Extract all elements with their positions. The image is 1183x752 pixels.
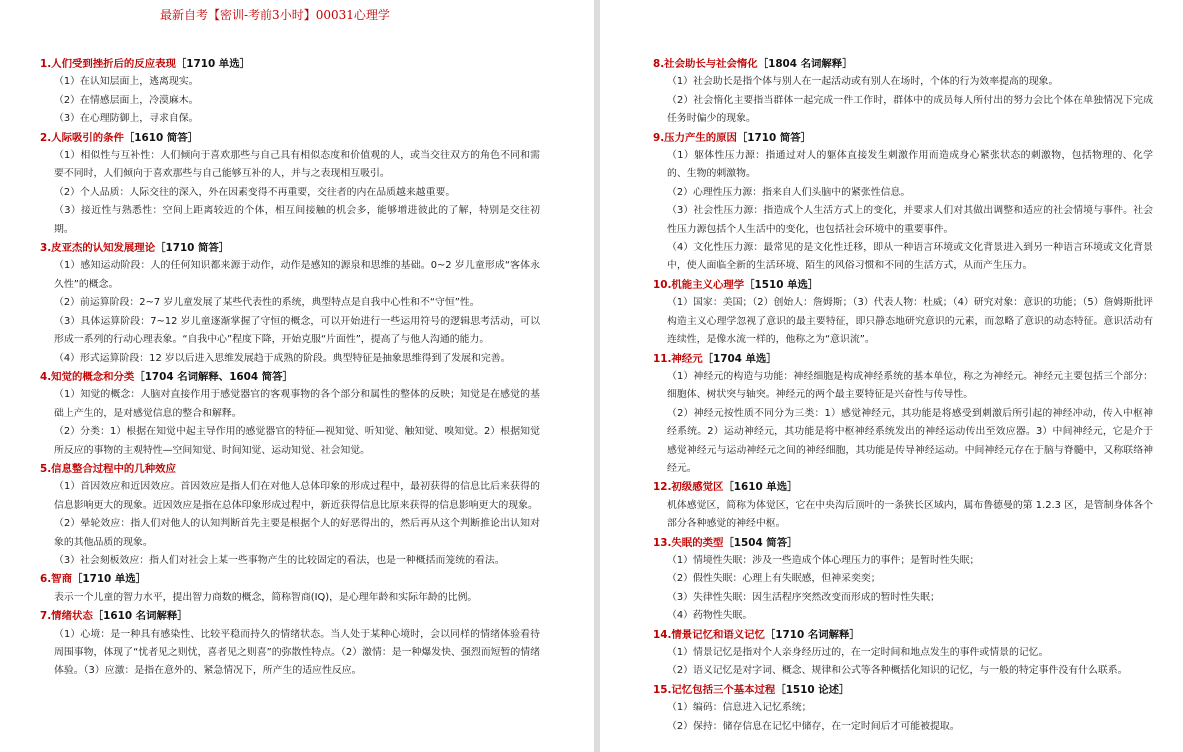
section-heading bbox=[40, 55, 540, 73]
exam-tag: ［1710 单选］ bbox=[175, 58, 250, 70]
paragraph: （1）心境：是一种具有感染性、比较平稳而持久的情绪状态。当人处于某种心境时，会以同样的情绪体验看待周围事物，体现了“忧者见之则忧，喜者见之则喜”的弥散性特点。（2）激情：是一种爆发快、强烈而短暂的情绪体验。（3）应激：是指在意外的、紧急情况下，所产生的适应性反应。 bbox=[54, 628, 540, 677]
paragraph: （1）社会助长是指个体与别人在一起活动或有别人在场时，个体的行为效率提高的现象。 bbox=[667, 76, 1059, 88]
exam-tag: ［1504 简答］ bbox=[723, 536, 798, 549]
paragraph: （3）接近性与熟悉性：空间上距离较近的个体，相互间接触的机会多，能够增进彼此的了解，特别是交往初期。 bbox=[54, 205, 540, 235]
exam-tag: ［1710 简答］ bbox=[736, 131, 812, 144]
section-heading-title: 14.情景记忆和语义记忆 bbox=[653, 628, 765, 641]
left-column bbox=[40, 55, 540, 681]
exam-tag: ［1510 论述］ bbox=[775, 683, 850, 696]
paragraph: （1）感知运动阶段：人的任何知识都来源于动作，动作是感知的源泉和思维的基础。0~2 岁儿童形成“客体永久性”的概念。 bbox=[54, 260, 540, 290]
exam-tag: ［1610 名词解释］ bbox=[92, 610, 188, 623]
section-heading bbox=[40, 239, 540, 257]
paragraph: （3）失律性失眠：因生活程序突然改变而形成的暂时性失眠； bbox=[667, 591, 940, 603]
exam-tag: ［1704 名词解释、1604 简答］ bbox=[134, 370, 293, 383]
paragraph: （4）形式运算阶段：12 岁以后进入思维发展趋于成熟的阶段。典型特征是抽象思维得到了发展和完善。 bbox=[54, 352, 511, 364]
section-heading bbox=[40, 129, 540, 147]
paragraph: （2）神经元按性质不同分为三类：1）感觉神经元，其功能是将感受到刺激后所引起的神经冲动，传入中枢神经系统。2）运动神经元，其功能是将中枢神经系统发出的神经运动传出至效应器。3）中间神经元，它是介于感觉神经元与运动神经元之间的神经细胞，其功能是传导神经运动。中间神经元存在于脑与脊髓中，又称联络神经元。 bbox=[667, 407, 1153, 474]
paragraph: （3）社会刻板效应：指人们对社会上某一些事物产生的比较固定的看法，也是一种概括而笼统的看法。 bbox=[54, 554, 505, 566]
section-heading bbox=[653, 534, 1153, 552]
paragraph: （1）情景记忆是指对个人亲身经历过的，在一定时间和地点发生的事件或情景的记忆。 bbox=[667, 647, 1049, 658]
paragraph: （1）相似性与互补性：人们倾向于喜欢那些与自己具有相似态度和价值观的人，或当交往双方的角色不同和需要不同时，人们倾向于喜欢那些与自己能够互补的人，并与之表现相互吸引。 bbox=[54, 150, 540, 180]
paragraph: （1）编码：信息进入记忆系统； bbox=[667, 702, 812, 714]
section-heading bbox=[40, 570, 540, 588]
paragraph: 表示一个儿童的智力水平，提出智力商数的概念，简称智商(IQ)，是心理年龄和实际年龄的比例。 bbox=[54, 591, 478, 603]
section-heading bbox=[653, 129, 1153, 147]
section-heading bbox=[653, 681, 1153, 699]
section-heading-title: 12.初级感觉区 bbox=[653, 481, 724, 494]
section-heading-title: 5.信息整合过程中的几种效应 bbox=[40, 462, 176, 475]
section-heading bbox=[653, 55, 1153, 73]
right-page bbox=[600, 0, 1183, 752]
paragraph: （1）知觉的概念：人脑对直接作用于感觉器官的客观事物的各个部分和属性的整体的反映；知觉是在感觉的基础上产生的，是对感觉信息的整合和解释。 bbox=[54, 389, 540, 419]
exam-tag: ［1710 单选］ bbox=[71, 573, 147, 586]
paragraph: （2）保持：储存信息在记忆中储存，在一定时间后才可能被提取。 bbox=[667, 720, 960, 732]
exam-tag: ［1710 名词解释］ bbox=[764, 628, 860, 641]
section-heading bbox=[653, 626, 1153, 644]
paragraph: （3）具体运算阶段：7~12 岁儿童逐渐掌握了守恒的概念，可以开始进行一些运用符号的逻辑思考活动，可以形成一系列的行动心理表象。“自我中心”程度下降，开始克服“片面性”，提高了与他人沟通的能力。 bbox=[54, 315, 540, 346]
exam-tag: ［1710 简答］ bbox=[155, 242, 230, 255]
paragraph: （3）在心理防御上，寻求自保。 bbox=[54, 113, 199, 125]
paragraph: （1）国家：美国；（2）创始人：詹姆斯；（3）代表人物：杜威；（4）研究对象：意识的功能；（5）詹姆斯批评构造主义心理学忽视了意识的最主要特征，即只静态地研究意识的元素，而忽略了意识的动态特征。意识活动有连续性，是像水流一样的，他称之为“意识流”。 bbox=[667, 297, 1153, 346]
paragraph: （1）神经元的构造与功能：神经细胞是构成神经系统的基本单位，称之为神经元。神经元主要包括三个部分：细胞体、树状突与轴突。神经元的两个最主要特征是兴奋性与传导性。 bbox=[667, 370, 1153, 401]
paragraph: （3）社会性压力源：指造成个人生活方式上的变化，并要求人们对其做出调整和适应的社会情境与事件。社会性压力源包括个人生活中的变化，也包括社会环境中的重要事件。 bbox=[667, 205, 1153, 235]
section-heading-title: 6.智商 bbox=[40, 573, 72, 586]
section-heading bbox=[653, 276, 1153, 294]
section-heading-title: 13.失眠的类型 bbox=[653, 536, 724, 549]
paragraph: （2）晕轮效应：指人们对他人的认知判断首先主要是根据个人的好恶得出的，然后再从这个判断推论出认知对象的其他品质的现象。 bbox=[54, 518, 540, 548]
section-heading bbox=[653, 350, 1153, 368]
paragraph: （1）情境性失眠：涉及一些造成个体心理压力的事件；是暂时性失眠； bbox=[667, 554, 980, 566]
exam-tag: ［1510 单选］ bbox=[744, 278, 819, 291]
paragraph: （4）药物性失眠。 bbox=[667, 610, 753, 622]
section-heading-title: 8.社会助长与社会惰化 bbox=[653, 58, 758, 70]
section-heading-title: 2.人际吸引的条件 bbox=[40, 131, 124, 144]
section-heading-title: 4.知觉的概念和分类 bbox=[40, 370, 135, 383]
section-heading-title: 11.神经元 bbox=[653, 352, 703, 365]
section-heading-title: 7.情绪状态 bbox=[40, 610, 93, 623]
section-heading-title: 3.皮亚杰的认知发展理论 bbox=[40, 242, 156, 255]
paragraph: （2）个人品质：人际交往的深入，外在因素变得不再重要，交往者的内在品质越来越重要。 bbox=[54, 186, 456, 198]
section-heading-title: 9.压力产生的原因 bbox=[653, 131, 737, 144]
section-heading bbox=[40, 460, 540, 478]
section-heading-title: 10.机能主义心理学 bbox=[653, 278, 745, 291]
section-heading bbox=[40, 607, 540, 625]
paragraph: （2）社会惰化主要指当群体一起完成一件工作时，群体中的成员每人所付出的努力会比个体在单独情况下完成任务时偏少的现象。 bbox=[667, 94, 1153, 125]
paragraph: （1）躯体性压力源：指通过对人的躯体直接发生刺激作用而造成身心紧张状态的刺激物，包括物理的、化学的、生物的刺激物。 bbox=[667, 150, 1153, 180]
exam-tag: ［1804 名词解释］ bbox=[757, 58, 853, 70]
document-header-title: 最新自考【密训-考前3小时】00031心理学 bbox=[160, 8, 390, 22]
paragraph: （1）首因效应和近因效应。首因效应是指人们在对他人总体印象的形成过程中，最初获得的信息比后来获得的信息影响更大的现象。近因效应是指在总体印象形成过程中，新近获得信息比原来获得的信息影响更大的现象。 bbox=[54, 481, 540, 511]
paragraph: （4）文化性压力源：最常见的是文化性迁移，即从一种语言环境或文化背景进入到另一种语言环境或文化背景中，使人面临全新的生活环境、陌生的风俗习惯和不同的生活方式，从而产生压力。 bbox=[667, 242, 1153, 272]
right-column bbox=[653, 55, 1153, 736]
section-heading-title: 1.人们受到挫折后的反应表现 bbox=[40, 58, 176, 70]
paragraph: （2）在情感层面上，冷漠麻木。 bbox=[54, 94, 199, 106]
section-heading bbox=[40, 368, 540, 386]
paragraph: （1）在认知层面上，逃离现实。 bbox=[54, 76, 199, 88]
section-heading bbox=[653, 478, 1153, 496]
paragraph: （2）语义记忆是对字词、概念、规律和公式等各种概括化知识的记忆，与一般的特定事件没有什么联系。 bbox=[667, 665, 1128, 677]
paragraph: （2）分类：1）根据在知觉中起主导作用的感觉器官的特征—视知觉、听知觉、触知觉、嗅知觉。2）根据知觉所反应的事物的主观特性—空间知觉、时间知觉、运动知觉、社会知觉。 bbox=[54, 426, 540, 456]
paragraph: （2）前运算阶段：2~7 岁儿童发展了某些代表性的系统，典型特点是自我中心性和不“守恒”性。 bbox=[54, 297, 480, 309]
exam-tag: ［1704 单选］ bbox=[702, 352, 777, 365]
section-heading-title: 15.记忆包括三个基本过程 bbox=[653, 683, 776, 696]
paragraph: （2）假性失眠：心理上有失眠感，但神采奕奕； bbox=[667, 573, 881, 585]
exam-tag: ［1610 简答］ bbox=[123, 131, 199, 144]
paragraph: 机体感觉区，简称为体觉区，它在中央沟后顶叶的一条狭长区域内，属布鲁德曼的第 1.2.3 区，是管制身体各个部分各种感觉的神经中枢。 bbox=[667, 499, 1153, 530]
exam-tag: ［1610 单选］ bbox=[723, 481, 798, 494]
paragraph: （2）心理性压力源：指来自人们头脑中的紧张性信息。 bbox=[667, 186, 911, 198]
